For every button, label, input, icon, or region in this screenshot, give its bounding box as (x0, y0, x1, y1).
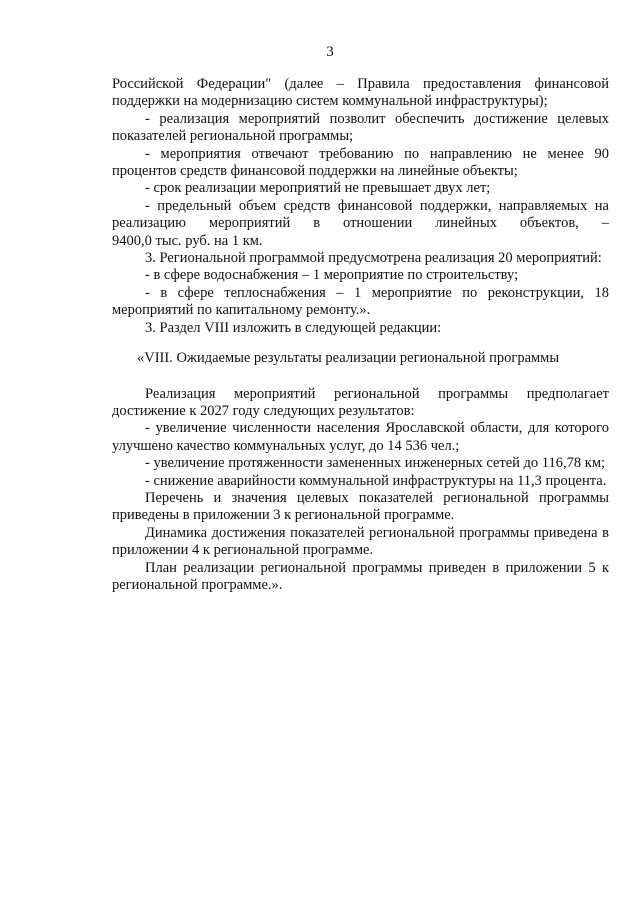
list-item: - мероприятия отвечают требованию по направлению не менее 90 процентов средств финансовой поддержки на линейные объекты; (112, 145, 609, 180)
list-item: - в сфере теплоснабжения – 1 мероприятие по реконструкции, 18 мероприятий по капитальному ремонту.». (112, 284, 609, 319)
list-item: - срок реализации мероприятий не превышает двух лет; (145, 180, 491, 197)
section-title: «VIII. Ожидаемые результаты реализации региональной программы (137, 350, 560, 367)
list-item: - предельный объем средств финансовой поддержки, направляемых на реализацию мероприятий в отношении линейных объектов, – (112, 197, 609, 232)
list-item: - снижение аварийности коммунальной инфраструктуры на 11,3 процента. (145, 472, 607, 489)
list-item: - увеличение численности населения Ярославской области, для которого улучшено качество коммунальных услуг, до 14 536 чел.; (112, 420, 609, 454)
list-item: - в сфере водоснабжения – 1 мероприятие по строительству; (145, 267, 519, 284)
paragraph: Перечень и значения целевых показателей региональной программы приведены в приложении 3 к региональной программе. (112, 489, 609, 524)
paragraph: 3. Раздел VIII изложить в следующей редакции: (145, 319, 442, 336)
paragraph: Российской Федерации" (далее – Правила предоставления финансовой поддержки на модернизацию систем коммунальной инфраструктуры); (112, 76, 609, 110)
list-item-continuation: 9400,0 тыс. руб. на 1 км. (112, 232, 263, 249)
paragraph: Реализация мероприятий региональной программы предполагает достижение к 2027 году следующих результатов: (112, 385, 609, 419)
list-item: - реализация мероприятий позволит обеспечить достижение целевых показателей региональной программы; (112, 110, 609, 145)
document-body (112, 76, 609, 594)
page-number: 3 (326, 44, 334, 60)
paragraph: Динамика достижения показателей региональной программы приведена в приложении 4 к региональной программе. (112, 524, 609, 559)
list-item: - увеличение протяженности замененных инженерных сетей до 116,78 км; (145, 455, 606, 472)
paragraph: План реализации региональной программы приведен в приложении 5 к региональной программе.». (112, 559, 609, 593)
paragraph: 3. Региональной программой предусмотрена реализация 20 мероприятий: (145, 250, 602, 267)
